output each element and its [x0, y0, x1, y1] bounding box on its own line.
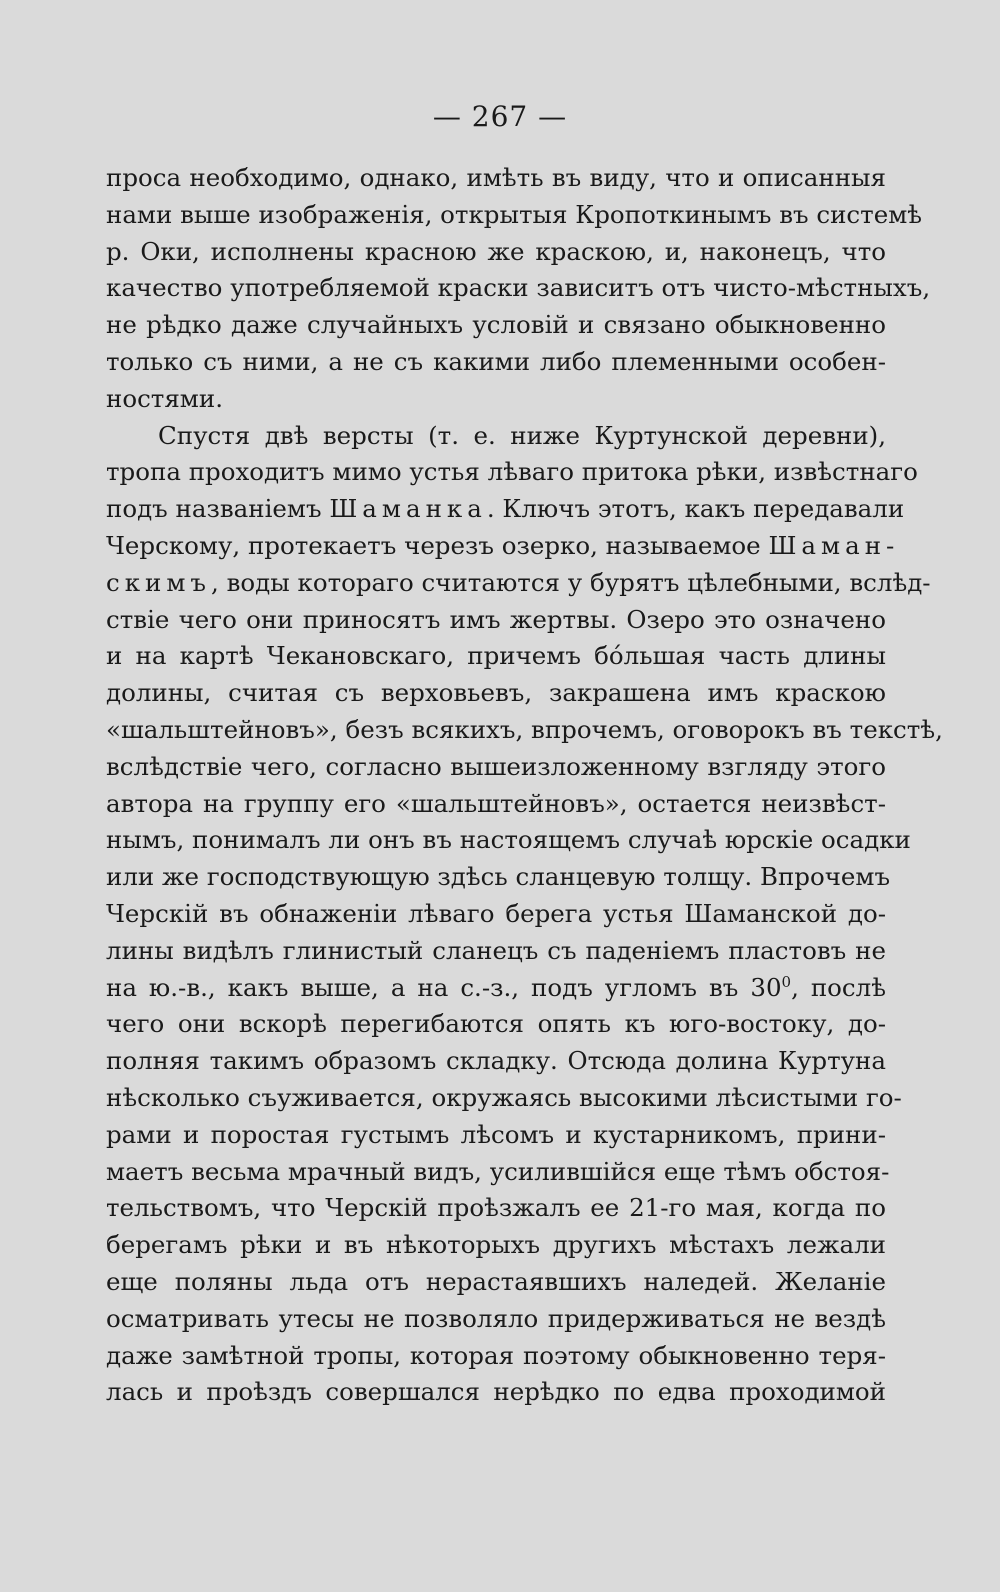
text-line: нѣсколько съуживается, окружаясь высокими лѣсистыми го- [106, 1082, 902, 1112]
text-line: «шальштейновъ», безъ всякихъ, впрочемъ, оговорокъ въ текстѣ, [106, 714, 943, 744]
text-span: подъ названіемъ [106, 494, 330, 524]
body-text [106, 160, 943, 1411]
text-line: осматривать утесы не позволяло придерживаться не вездѣ [106, 1303, 886, 1333]
text-span: , послѣ [791, 972, 886, 1002]
degree-superscript: 0 [781, 972, 792, 991]
text-line: ностями. [106, 383, 223, 413]
text-line: проса необходимо, однако, имѣть въ виду, что и описанныя [106, 163, 886, 192]
text-line: тропа проходитъ мимо устья лѣваго притока рѣки, извѣстнаго [106, 457, 918, 487]
text-line: Черскій въ обнаженіи лѣваго берега устья Шаманской до- [106, 898, 886, 928]
text-line: Спустя двѣ версты (т. е. ниже Куртунской деревни), [158, 420, 886, 450]
text-span: Черскому, протекаетъ черезъ озерко, называемое [106, 530, 769, 560]
text-line: тельствомъ, что Черскій проѣзжалъ ее 21-го мая, когда по [106, 1193, 886, 1223]
text-line: берегамъ рѣки и въ нѣкоторыхъ другихъ мѣстахъ лежали [106, 1230, 886, 1260]
text-line: еще поляны льда отъ нерастаявшихъ наледей. Желаніе [106, 1266, 886, 1296]
text-line: вслѣдствіе чего, согласно вышеизложенному взгляду этого [106, 751, 886, 781]
text-line [106, 565, 931, 602]
text-line: или же господствующую здѣсь сланцевую толщу. Впрочемъ [106, 862, 891, 892]
text-line: долины, считая съ верховьевъ, закрашена имъ краскою [106, 678, 886, 708]
paragraph-1 [106, 160, 931, 418]
page-number: — 267 — [432, 100, 568, 133]
paragraph-2 [106, 418, 943, 1412]
text-span: , воды котораго считаются у бурятъ цѣлебными, вслѣд- [211, 567, 931, 597]
text-span: . Ключъ этотъ, какъ передавали [486, 494, 905, 524]
text-line: автора на группу его «шальштейновъ», остается неизвѣст- [106, 788, 886, 818]
text-line: чего они вскорѣ перегибаются опять къ юго-востоку, до- [106, 1009, 886, 1039]
text-line: р. Оки, исполнены красною же краскою, и, наконецъ, что [106, 236, 886, 266]
text-line: даже замѣтной тропы, которая поэтому обыкновенно теря- [106, 1340, 886, 1370]
text-line: лась и проѣздъ совершался нерѣдко по едва проходимой [106, 1377, 886, 1407]
text-line: маетъ весьма мрачный видъ, усилившійся еще тѣмъ обстоя- [106, 1156, 890, 1186]
spaced-name: скимъ [106, 567, 212, 597]
text-span: на ю.-в., какъ выше, а на с.-з., подъ угломъ въ 30 [106, 972, 782, 1002]
text-line: рами и поростая густымъ лѣсомъ и кустарникомъ, прини- [106, 1119, 886, 1149]
text-line: нымъ, понималъ ли онъ въ настоящемъ случаѣ юрскіе осадки [106, 825, 911, 855]
text-line: только съ ними, а не съ какими либо племенными особен- [106, 346, 886, 376]
text-line [106, 528, 900, 565]
text-line [106, 970, 886, 1007]
text-line: нами выше изображенія, открытыя Кропоткинымъ въ системѣ [106, 199, 923, 229]
text-line: не рѣдко даже случайныхъ условій и связано обыкновенно [106, 310, 886, 340]
text-line: и на картѣ Чекановскаго, причемъ бóльшая часть длины [106, 641, 886, 671]
text-line: лины видѣлъ глинистый сланецъ съ паденіемъ пластовъ не [106, 935, 886, 965]
text-line [106, 491, 905, 528]
text-line: ствіе чего они приносятъ имъ жертвы. Озеро это означено [106, 604, 886, 634]
text-line: качество употребляемой краски зависитъ отъ чисто-мѣстныхъ, [106, 273, 931, 303]
text-line: полняя такимъ образомъ складку. Отсюда долина Куртуна [106, 1046, 886, 1076]
spaced-name: Шаман- [768, 530, 900, 560]
spaced-name: Шаманка [329, 494, 487, 524]
